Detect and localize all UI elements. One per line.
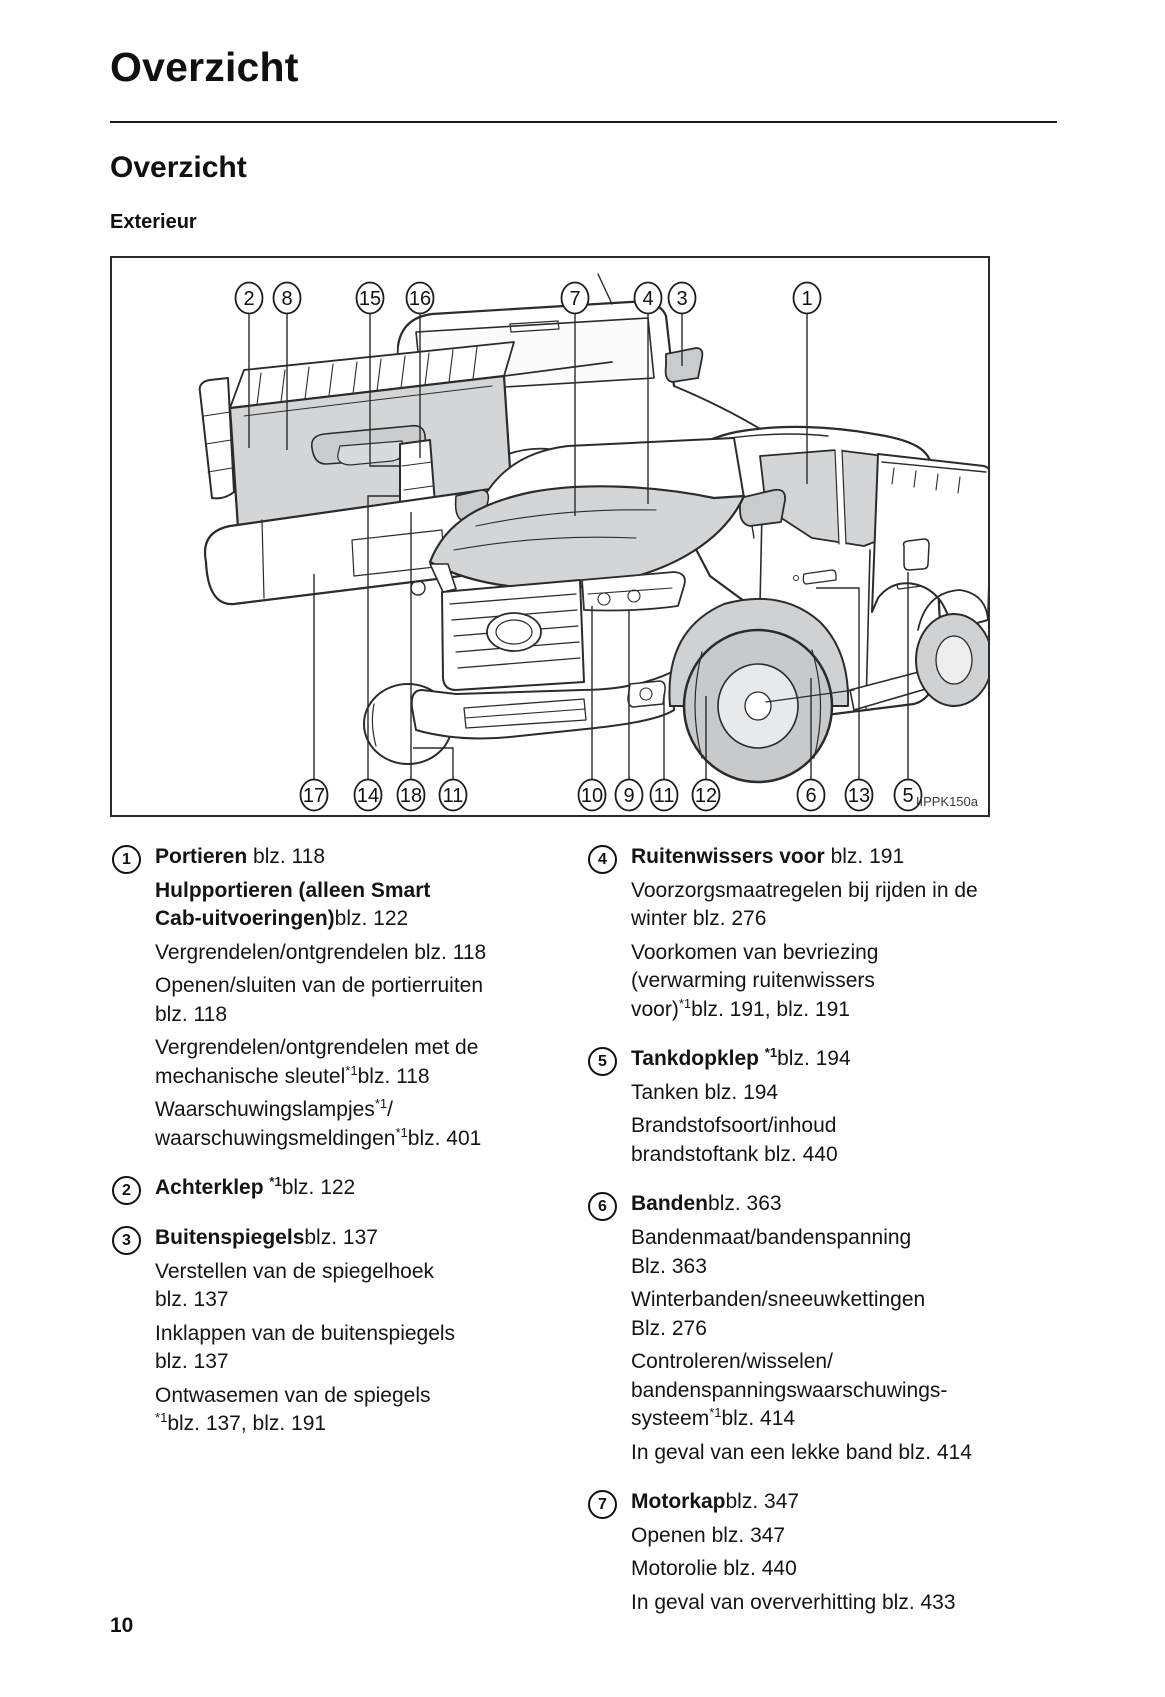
- callout-number: 11: [653, 785, 675, 808]
- legend-item-line: [631, 1079, 851, 1108]
- text-segment: blz. 137: [155, 1350, 229, 1374]
- text-segment: blz. 191: [824, 845, 905, 868]
- text-segment: Brandstofsoort/inhoud: [631, 1114, 837, 1138]
- legend-column-right: [586, 843, 1056, 1639]
- legend-item-2: [110, 1174, 572, 1208]
- text-segment: blz. 194: [777, 1047, 851, 1071]
- legend-item-heading: [155, 1174, 355, 1203]
- footnote-marker: *1: [155, 1410, 168, 1426]
- callout-17: [301, 574, 328, 811]
- callout-number: 12: [694, 785, 718, 808]
- legend-item-5: [586, 1045, 1056, 1174]
- legend-item-number: 1: [112, 845, 141, 874]
- text-segment: Tanken blz. 194: [631, 1080, 779, 1104]
- text-segment: waarschuwingsmeldingen: [155, 1126, 396, 1150]
- callout-number: 10: [580, 785, 604, 808]
- legend-item-line: [155, 1258, 455, 1315]
- footnote-marker: *1: [345, 1062, 358, 1078]
- callout-number: 2: [243, 288, 255, 311]
- text-segment: Tankdopklep: [631, 1047, 765, 1071]
- legend-item-number: 4: [588, 845, 617, 874]
- callout-number: 15: [358, 288, 382, 311]
- text-segment: Blz. 363: [631, 1254, 707, 1278]
- subsection-title: Exterieur: [110, 211, 197, 233]
- legend-item-7: [586, 1488, 1056, 1622]
- callout-number: 1: [801, 288, 813, 311]
- text-segment: Portieren: [155, 845, 248, 868]
- callout-number: 9: [623, 785, 635, 808]
- text-segment: blz. 347: [725, 1490, 800, 1514]
- text-segment: Waarschuwingslampjes: [155, 1098, 375, 1122]
- footnote-marker: *1: [395, 1124, 408, 1140]
- text-segment: blz. 191, blz. 191: [691, 997, 850, 1021]
- exterior-diagram: [110, 256, 990, 817]
- text-segment: blz. 137: [304, 1226, 378, 1250]
- text-segment: Openen/sluiten van de portierruiten: [155, 974, 484, 998]
- legend-item-line: [155, 877, 486, 934]
- callout-number: 18: [399, 785, 423, 808]
- text-segment: Buitenspiegels: [155, 1226, 305, 1250]
- text-segment: Winterbanden/sneeuwkettingen: [631, 1288, 926, 1312]
- legend-item-line: [155, 1320, 455, 1377]
- text-segment: Blz. 276: [631, 1316, 707, 1340]
- figure-code: IIPPK150a: [915, 794, 978, 809]
- text-segment: Vergrendelen/ontgrendelen blz. 118: [155, 940, 487, 964]
- text-segment: Bandenmaat/bandenspanning: [631, 1226, 912, 1250]
- text-segment: Motorkap: [631, 1490, 726, 1514]
- callout-number: 11: [442, 785, 464, 808]
- title-divider: [110, 121, 1057, 123]
- legend-item-line: [631, 1555, 956, 1584]
- text-segment: blz. 122: [281, 1176, 356, 1200]
- callout-number: 13: [847, 785, 871, 808]
- footnote-marker: *1: [678, 995, 692, 1011]
- page-number: 10: [110, 1614, 134, 1637]
- text-segment: In geval van een lekke band blz. 414: [631, 1440, 972, 1464]
- legend-item-3: [110, 1224, 572, 1444]
- legend-item-text: [631, 1045, 851, 1174]
- legend-item-text: [631, 1190, 972, 1472]
- text-segment: blz. 137: [155, 1288, 229, 1312]
- legend-item-number: 2: [112, 1176, 141, 1205]
- text-segment: Verstellen van de spiegelhoek: [155, 1259, 435, 1283]
- legend-item-text: [155, 1174, 355, 1208]
- legend-item-line: [155, 1382, 455, 1439]
- text-segment: Achterklep: [155, 1176, 270, 1200]
- footnote-marker: *1: [374, 1096, 388, 1112]
- text-segment: /: [387, 1098, 393, 1122]
- truck-diagram-svg: [112, 258, 988, 815]
- text-segment: Voorkomen van bevriezing: [631, 940, 879, 964]
- legend-item-heading: [155, 843, 486, 872]
- callout-number: 4: [642, 288, 654, 311]
- text-segment: blz. 401: [407, 1126, 482, 1150]
- text-segment: Ruitenwissers voor: [631, 845, 825, 868]
- legend-item-text: [155, 1224, 455, 1444]
- footnote-marker: *1: [269, 1174, 282, 1190]
- text-segment: blz. 363: [708, 1192, 782, 1216]
- text-segment: voor): [631, 997, 679, 1021]
- text-segment: Hulpportieren (alleen Smart: [155, 878, 431, 902]
- callout-number: 3: [676, 288, 688, 311]
- text-segment: systeem: [631, 1407, 710, 1431]
- legend-item-line: [631, 1439, 972, 1468]
- text-segment: blz. 122: [334, 907, 409, 931]
- legend-item-text: [631, 843, 978, 1029]
- chapter-title: Overzicht: [110, 44, 299, 90]
- legend-item-line: [155, 1034, 486, 1091]
- legend-item-number: 3: [112, 1226, 141, 1255]
- text-segment: blz. 137, blz. 191: [167, 1412, 327, 1436]
- legend-item-line: [631, 939, 978, 1025]
- legend-item-heading: [631, 843, 978, 872]
- callout-number: 8: [281, 288, 293, 311]
- text-segment: Cab-uitvoeringen): [155, 907, 335, 931]
- legend-item-heading: [631, 1045, 851, 1074]
- legend-item-number: 5: [588, 1047, 617, 1076]
- text-segment: Controleren/wisselen/: [631, 1350, 833, 1374]
- text-segment: winter blz. 276: [631, 907, 767, 931]
- legend-item-text: [631, 1488, 956, 1622]
- text-segment: In geval van oververhitting blz. 433: [631, 1591, 956, 1615]
- legend-item-heading: [155, 1224, 455, 1253]
- text-segment: blz. 414: [721, 1407, 796, 1431]
- text-segment: Ontwasemen van de spiegels: [155, 1383, 431, 1407]
- callout-number: 17: [302, 785, 326, 808]
- text-segment: Banden: [631, 1192, 709, 1216]
- legend-item-line: [155, 972, 486, 1029]
- callout-number: 7: [569, 288, 581, 311]
- legend-item-line: [631, 1224, 972, 1281]
- legend-item-1: [110, 843, 572, 1158]
- text-segment: Vergrendelen/ontgrendelen met de: [155, 1036, 479, 1060]
- legend-item-line: [631, 1348, 972, 1434]
- legend-item-text: [155, 843, 486, 1158]
- callout-number: 16: [408, 288, 432, 311]
- text-segment: Voorzorgsmaatregelen bij rijden in de: [631, 878, 978, 902]
- truck-illustration: [200, 274, 988, 782]
- text-segment: brandstoftank blz. 440: [631, 1142, 838, 1166]
- legend: [110, 843, 1057, 1639]
- callout-number: 5: [902, 785, 914, 808]
- text-segment: Inklappen van de buitenspiegels: [155, 1321, 456, 1345]
- legend-item-heading: [631, 1190, 972, 1219]
- legend-item-line: [631, 1589, 956, 1618]
- legend-item-heading: [631, 1488, 956, 1517]
- legend-item-4: [586, 843, 1056, 1029]
- text-segment: Motorolie blz. 440: [631, 1557, 797, 1581]
- text-segment: blz. 118: [357, 1064, 430, 1088]
- text-segment: blz. 118: [247, 845, 326, 868]
- legend-item-line: [631, 1522, 956, 1551]
- text-segment: blz. 118: [155, 1002, 227, 1026]
- legend-item-line: [631, 1112, 851, 1169]
- legend-column-left: [110, 843, 572, 1639]
- legend-item-6: [586, 1190, 1056, 1472]
- text-segment: Openen blz. 347: [631, 1523, 786, 1547]
- footnote-marker: *1: [709, 1405, 722, 1421]
- legend-item-line: [155, 1096, 486, 1153]
- legend-item-line: [631, 877, 978, 934]
- text-segment: (verwarming ruitenwissers: [631, 969, 875, 993]
- section-title: Overzicht: [110, 151, 247, 184]
- footnote-marker: *1: [764, 1045, 778, 1061]
- legend-item-line: [155, 939, 486, 968]
- text-segment: mechanische sleutel: [155, 1064, 346, 1088]
- text-segment: bandenspanningswaarschuwings-: [631, 1378, 948, 1402]
- legend-item-number: 7: [588, 1490, 617, 1519]
- callout-number: 14: [356, 785, 380, 808]
- page-content: [0, 44, 1057, 1639]
- callout-number: 6: [805, 785, 817, 808]
- legend-item-line: [631, 1286, 972, 1343]
- legend-item-number: 6: [588, 1192, 617, 1221]
